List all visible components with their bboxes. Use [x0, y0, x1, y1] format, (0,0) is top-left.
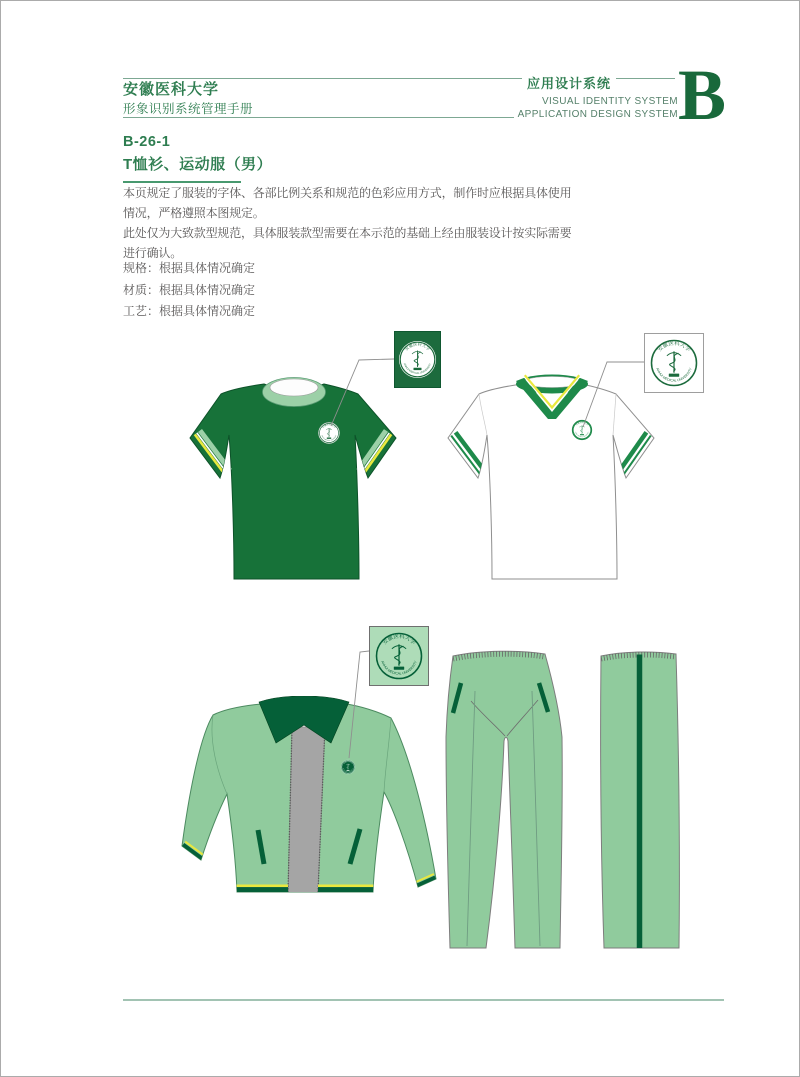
paragraph-line: 情况，严格遵照本图规定。 — [123, 206, 265, 220]
university-name: 安徽医科大学 — [123, 81, 220, 98]
jacket-green-front — [179, 696, 439, 901]
pants-front — [445, 649, 567, 951]
chest-logo-badge — [341, 760, 355, 774]
paragraph-line: 此处仅为大致款型规范，具体服装款型需要在本示范的基础上经由服装设计按实际需要 — [123, 226, 572, 240]
logo-swatch-green — [394, 331, 441, 388]
tshirt-white-front — [441, 351, 666, 586]
system-title-cn: 应用设计系统 — [522, 71, 616, 94]
pants-side — [596, 649, 684, 951]
logo-swatch-white — [644, 333, 704, 393]
spec-item: 规格：根据具体情况确定 — [123, 261, 256, 275]
spec-item: 材质：根据具体情况确定 — [123, 282, 256, 297]
logo-swatch-lightgreen — [369, 626, 429, 686]
chest-logo-badge — [573, 420, 592, 439]
university-seal — [370, 627, 428, 685]
spec-list — [123, 258, 255, 323]
paragraph-line: 本页规定了服装的字体、各部比例关系和规范的色彩应用方式，制作时应根据具体使用 — [123, 186, 572, 200]
description-paragraph — [123, 183, 603, 263]
system-title-en-1: VISUAL IDENTITY SYSTEM — [541, 96, 678, 107]
university-seal — [395, 332, 440, 387]
tshirt-green-front — [183, 351, 408, 586]
chest-logo-badge — [319, 422, 340, 443]
paragraph-line: 进行确认。 — [123, 246, 183, 260]
section-code: B-26-1 — [123, 134, 171, 150]
system-title-en-2: APPLICATION DESIGN SYSTEM — [514, 108, 678, 122]
manual-title: 形象识别系统管理手册 — [123, 102, 254, 116]
spec-item: 工艺：根据具体情况确定 — [123, 304, 256, 318]
university-seal — [645, 334, 703, 392]
footer-rule — [123, 999, 724, 1001]
section-letter: B — [678, 55, 727, 135]
page-title: T恤衫、运动服（男） — [123, 156, 273, 173]
